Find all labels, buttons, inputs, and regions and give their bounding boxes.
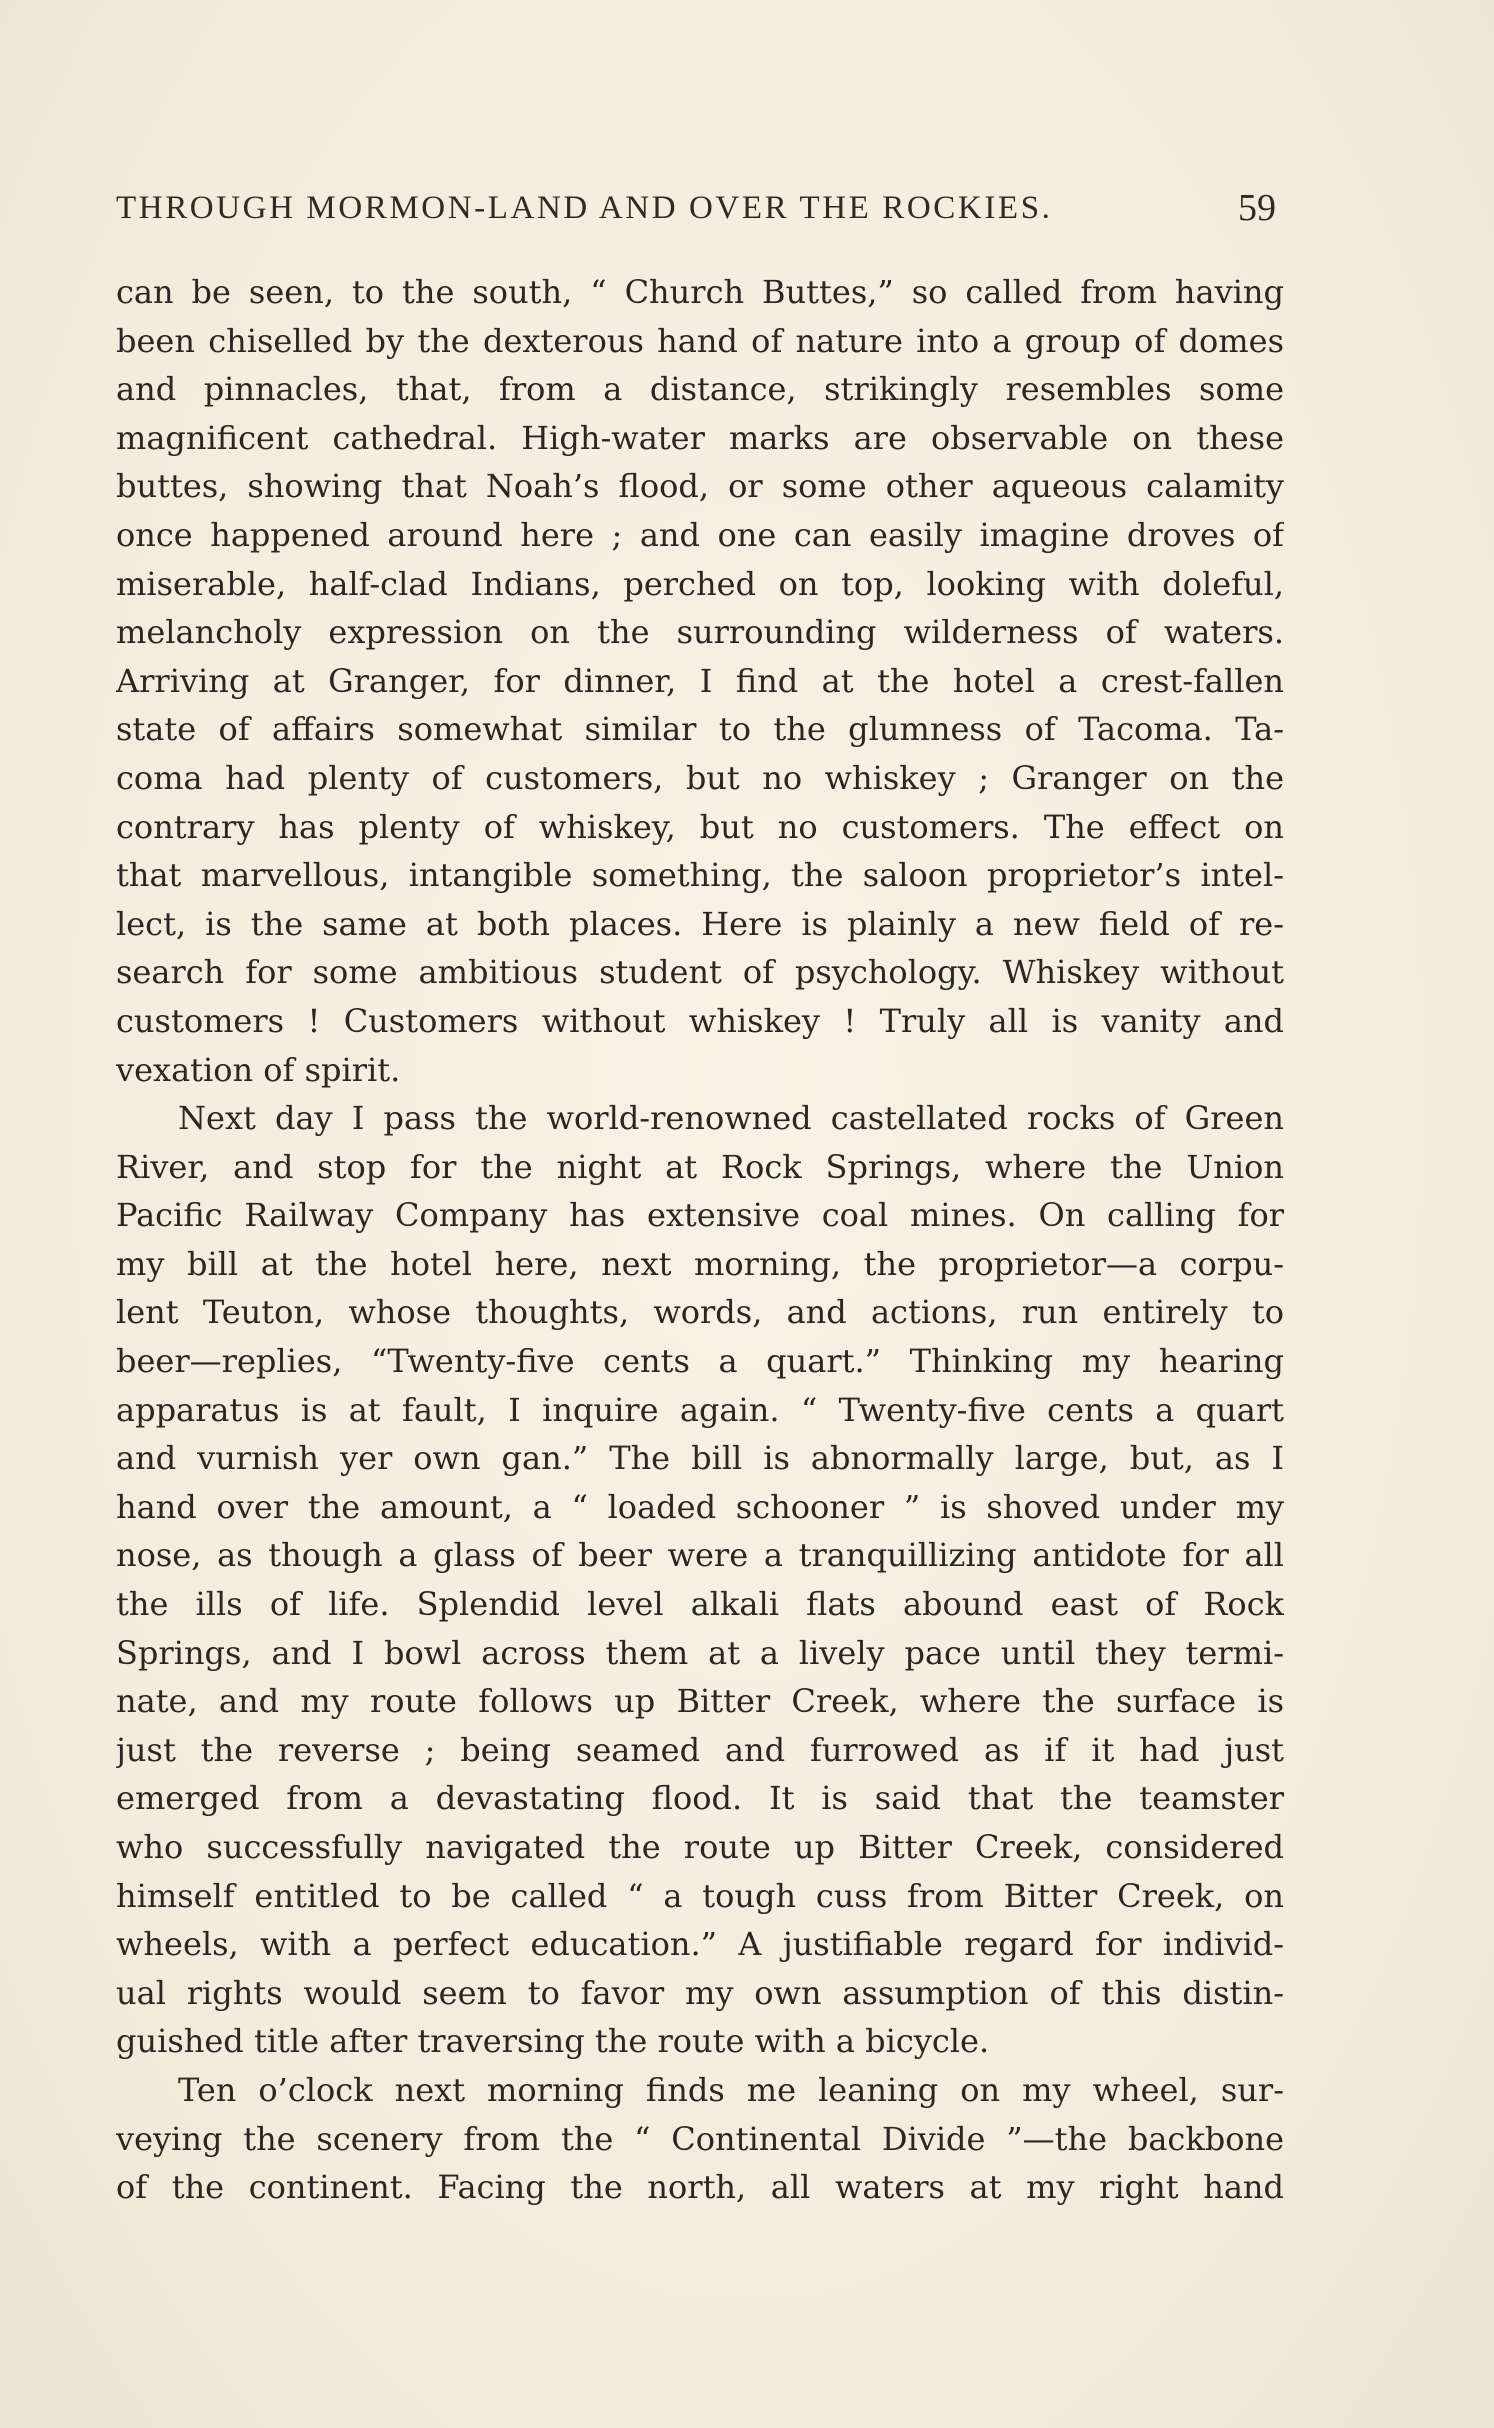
text-line: lect, is the same at both places. Here is plainly a new field of re- [116,904,1284,943]
text-line: hand over the amount, a “ loaded schooner ” is shoved under my [116,1487,1284,1526]
text-line: himself entitled to be called “ a tough cuss from Bitter Creek, on [116,1876,1284,1915]
text-line: ual rights would seem to favor my own assumption of this distin- [116,1973,1284,2012]
paragraph-end-line: vexation of spirit. [116,1050,401,1089]
text-line: buttes, showing that Noah’s flood, or some other aqueous calamity [116,467,1284,506]
text-line: coma had plenty of customers, but no whiskey ; Granger on the [116,758,1284,797]
text-line: miserable, half-clad Indians, perched on top, looking with doleful, [116,564,1284,603]
paragraph-end-line: guished title after traversing the route with a bicycle. [116,2022,990,2061]
text-line: emerged from a devastating flood. It is said that the teamster [116,1779,1284,1818]
text-line: and vurnish yer own gan.” The bill is abnormally large, but, as I [116,1439,1284,1478]
text-line: the ills of life. Splendid level alkali flats abound east of Rock [116,1585,1284,1624]
text-line: my bill at the hotel here, next morning, the proprietor—a corpu- [116,1244,1284,1283]
text-line: been chiselled by the dexterous hand of nature into a group of domes [116,321,1284,360]
body-text [116,268,1284,2212]
text-line: contrary has plenty of whiskey, but no customers. The effect on [116,807,1284,846]
text-line: nose, as though a glass of beer were a tranquillizing antidote for all [116,1536,1284,1575]
text-line: search for some ambitious student of psychology. Whiskey without [116,953,1284,992]
text-line: just the reverse ; being seamed and furrowed as if it had just [116,1730,1284,1769]
text-line: and pinnacles, that, from a distance, strikingly resembles some [116,370,1284,409]
paragraph-start-line: Ten o’clock next morning finds me leaning on my wheel, sur- [178,2070,1284,2109]
text-line: River, and stop for the night at Rock Springs, where the Union [116,1147,1284,1186]
running-title: THROUGH MORMON-LAND AND OVER THE ROCKIES. [116,190,1053,226]
text-line: once happened around here ; and one can easily imagine droves of [116,515,1284,554]
text-line: can be seen, to the south, “ Church Buttes,” so called from having [116,273,1284,311]
text-line: lent Teuton, whose thoughts, words, and actions, run entirely to [116,1293,1284,1332]
text-line: state of affairs somewhat similar to the glumness of Tacoma. Ta- [116,710,1284,749]
text-line: nate, and my route follows up Bitter Creek, where the surface is [116,1682,1284,1721]
text-line: magnificent cathedral. High-water marks are observable on these [116,418,1284,457]
text-line: who successfully navigated the route up Bitter Creek, considered [116,1828,1284,1866]
paragraph-start-line: Next day I pass the world-renowned castellated rocks of Green [178,1099,1284,1138]
text-line: Arriving at Granger, for dinner, I find at the hotel a crest-fallen [116,661,1284,700]
text-line: apparatus is at fault, I inquire again. “ Twenty-five cents a quart [116,1390,1284,1429]
text-line: veying the scenery from the “ Continental Divide ”—the backbone [116,2119,1284,2158]
text-line: wheels, with a perfect education.” A justifiable regard for individ- [116,1925,1284,1964]
text-line: that marvellous, intangible something, the saloon proprietor’s intel- [116,856,1284,895]
text-line: beer—replies, “Twenty-five cents a quart.” Thinking my hearing [116,1342,1284,1381]
page-number: 59 [1238,187,1276,229]
text-line: customers ! Customers without whiskey ! Truly all is vanity and [116,1001,1284,1040]
running-head [116,187,1276,240]
text-line: melancholy expression on the surrounding wilderness of waters. [116,613,1284,652]
text-line: of the continent. Facing the north, all waters at my right hand [116,2168,1284,2207]
text-line: Springs, and I bowl across them at a lively pace until they termi- [116,1633,1284,1672]
text-line: Pacific Railway Company has extensive coal mines. On calling for [116,1196,1284,1235]
